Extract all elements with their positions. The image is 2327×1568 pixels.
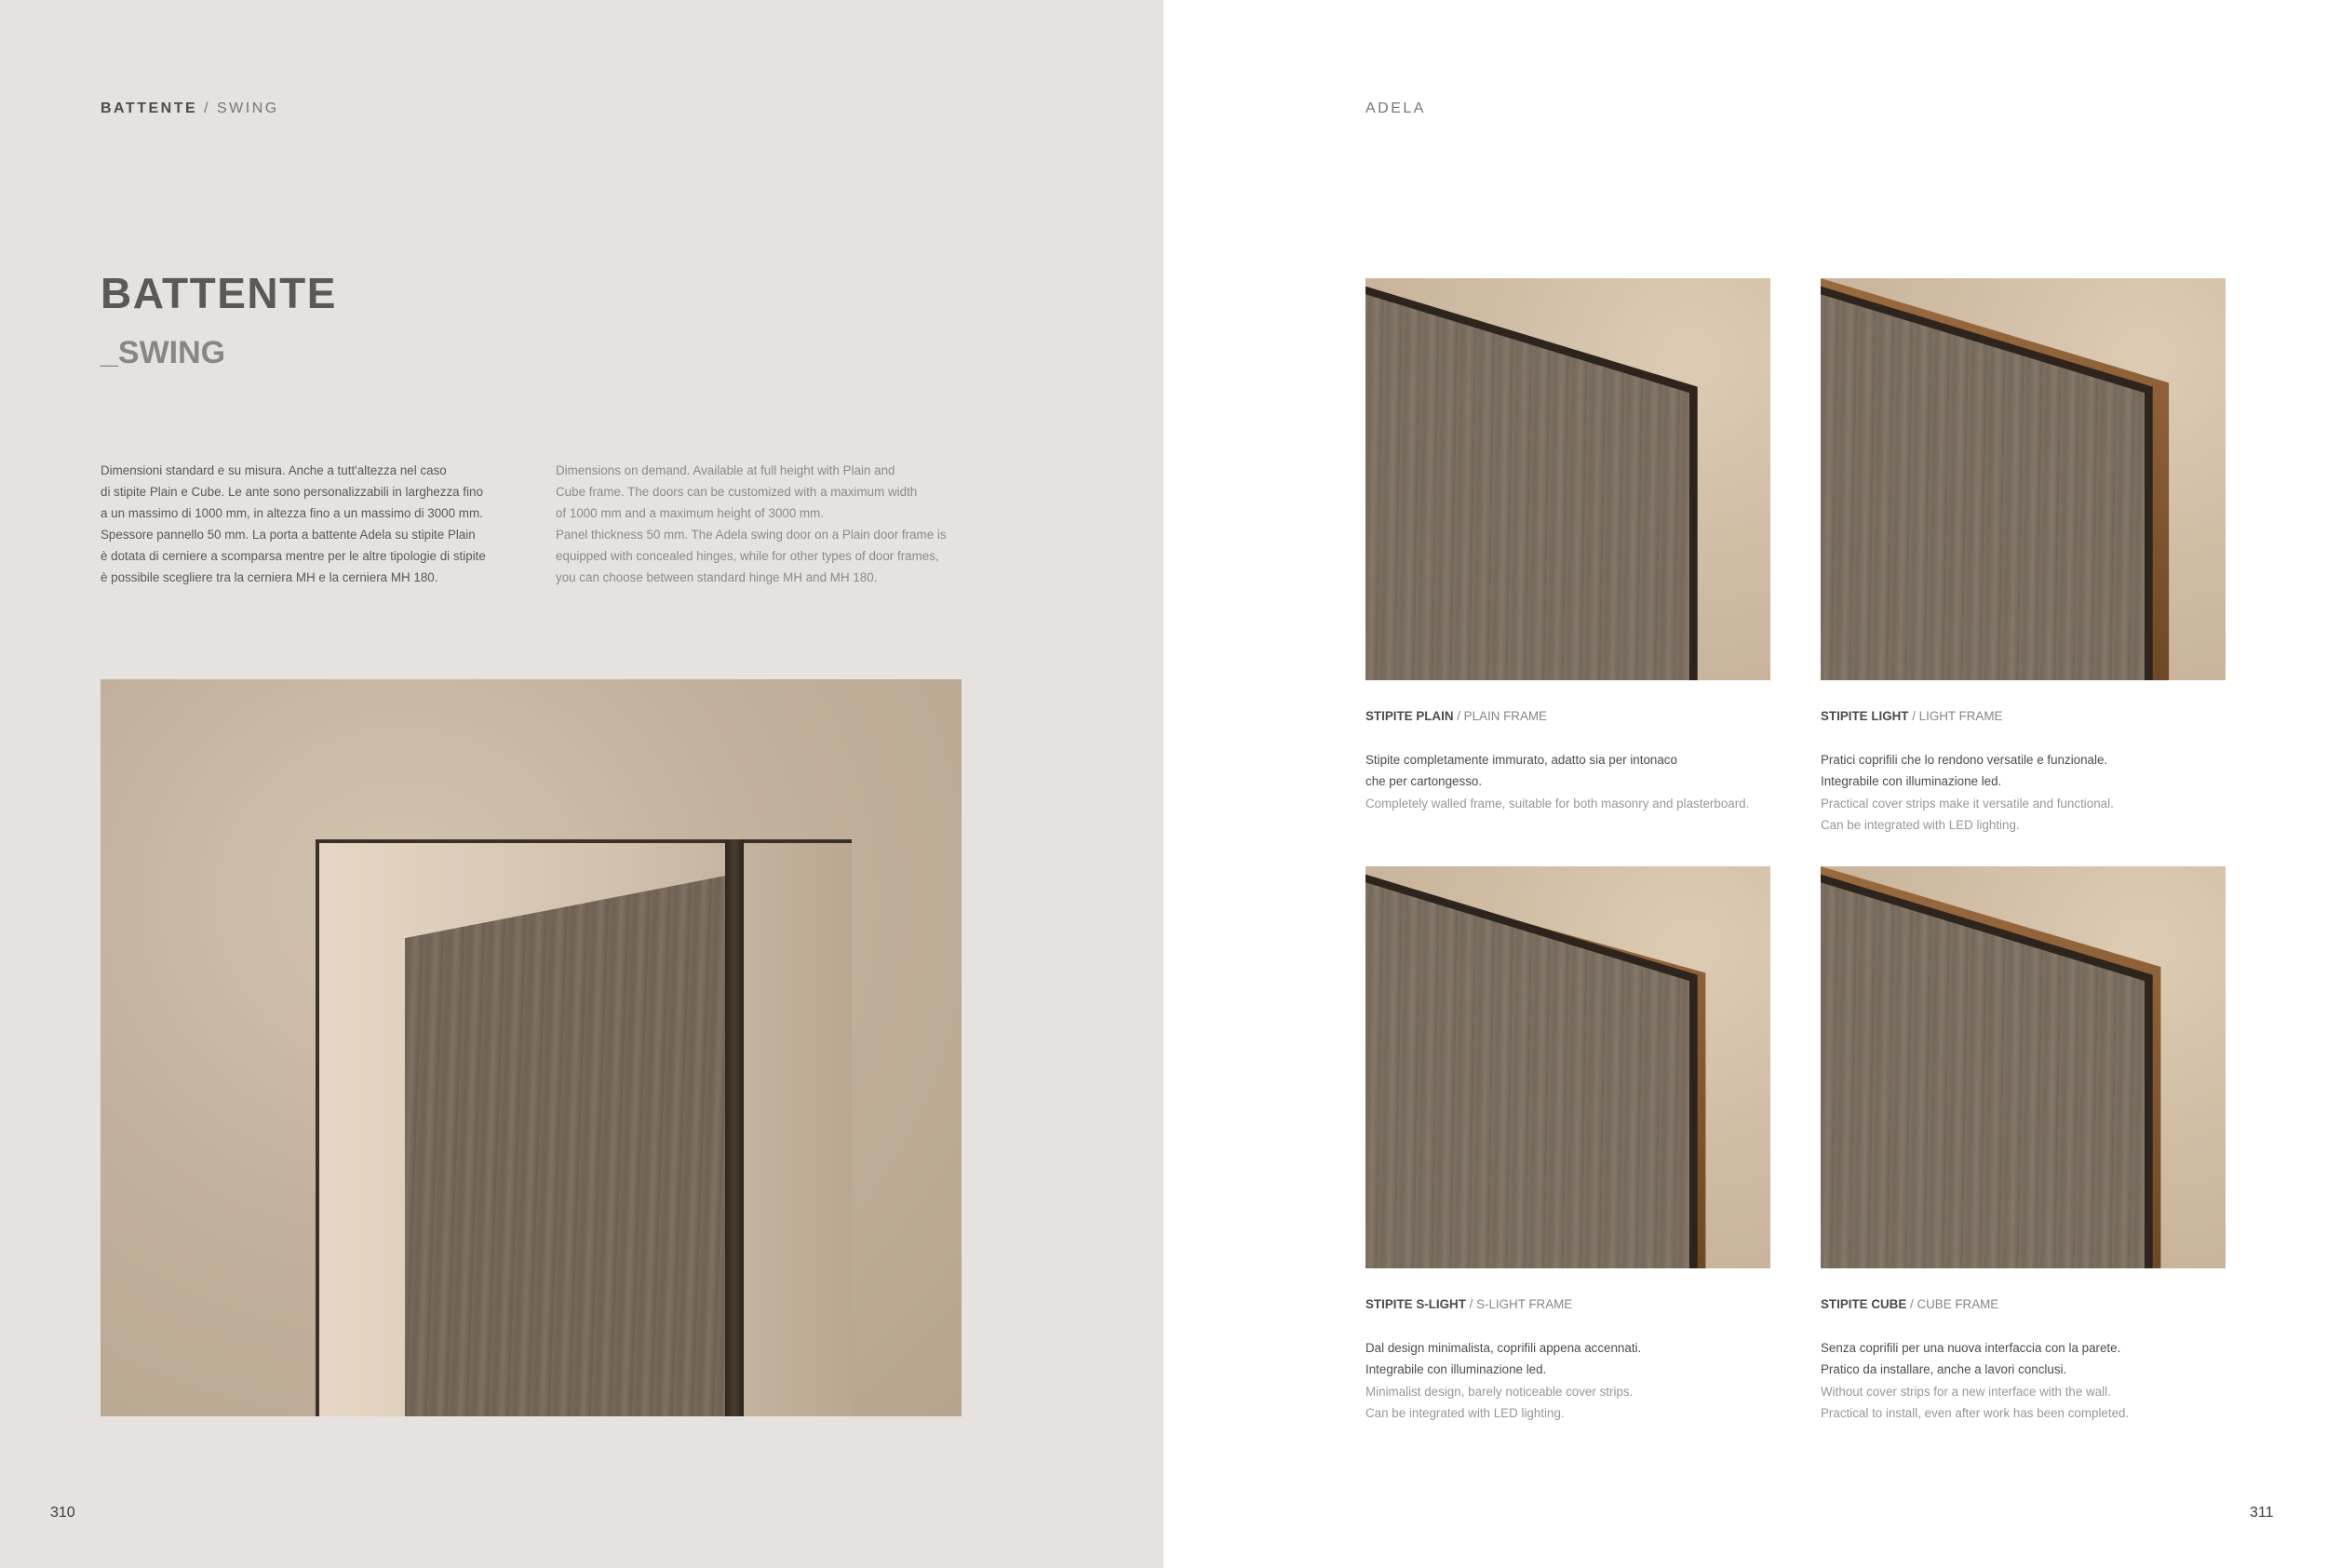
door-panel [405, 873, 740, 1416]
caption-line: Without cover strips for a new interface with the wall. [1821, 1385, 2111, 1399]
page-number: 310 [50, 1505, 75, 1521]
frame-description-english [1821, 1381, 2129, 1424]
frame-caption-title [1821, 709, 2002, 723]
caption-line: Completely walled frame, suitable for both masonry and plasterboard. [1365, 797, 1750, 811]
caption-line: Integrabile con illuminazione led. [1365, 1362, 1547, 1376]
body-line: of 1000 mm and a maximum height of 3000 mm. [556, 506, 825, 520]
caption-line: Dal design minimalista, coprifili appena accennati. [1365, 1341, 1642, 1355]
body-line: di stipite Plain e Cube. Le ante sono personalizzabili in larghezza fino [101, 485, 483, 499]
page-title: BATTENTE [101, 269, 337, 317]
frame-description-english [1821, 793, 2114, 836]
frame-caption-title [1365, 709, 1547, 723]
caption-line: Pratici coprifili che lo rendono versatile e funzionale. [1821, 753, 2108, 767]
light-frame-photo [1821, 278, 2226, 680]
frame-description-italian [1365, 1337, 1641, 1380]
cube-frame-photo [1821, 866, 2226, 1268]
body-line: a un massimo di 1000 mm, in altezza fino a un massimo di 3000 mm. [101, 506, 483, 520]
caption-line: Integrabile con illuminazione led. [1821, 774, 2002, 788]
body-line: you can choose between standard hinge MH and MH 180. [556, 570, 878, 584]
body-line: è dotata di cerniere a scomparsa mentre per le altre tipologie di stipite [101, 549, 486, 563]
body-line: è possibile scegliere tra la cerniera MH e la cerniera MH 180. [101, 570, 438, 584]
running-head: ADELA [1365, 101, 1426, 116]
caption-line: che per cartongesso. [1365, 774, 1483, 788]
page-number: 311 [2250, 1505, 2274, 1521]
body-text-english [556, 460, 965, 588]
frame-caption-title [1365, 1297, 1572, 1311]
plain-frame-photo [1365, 278, 1770, 680]
running-head-sub: / SWING [204, 101, 279, 116]
body-line: Spessore pannello 50 mm. La porta a battente Adela su stipite Plain [101, 528, 476, 542]
body-line: Dimensioni standard e su misura. Anche a tutt'altezza nel caso [101, 463, 447, 477]
running-head-main: BATTENTE [101, 101, 198, 116]
frame-caption-title [1821, 1297, 1998, 1311]
frame-name: STIPITE S-LIGHT [1365, 1297, 1466, 1311]
frame-name: STIPITE CUBE [1821, 1297, 1907, 1311]
page-subtitle: _SWING [101, 335, 226, 370]
right-page [1164, 0, 2327, 1568]
frame-name: STIPITE PLAIN [1365, 709, 1454, 723]
body-line: Cube frame. The doors can be customized with a maximum width [556, 485, 918, 499]
caption-line: Senza coprifili per una nuova interfaccia con la parete. [1821, 1341, 2121, 1355]
caption-line: Stipite completamente immurato, adatto sia per intonaco [1365, 753, 1677, 767]
frame-name-english: / LIGHT FRAME [1912, 709, 2003, 723]
frame-name-english: / S-LIGHT FRAME [1469, 1297, 1573, 1311]
body-line: Panel thickness 50 mm. The Adela swing door on a Plain door frame is [556, 528, 947, 542]
swing-door-photo [101, 679, 962, 1416]
running-head [101, 101, 279, 117]
frame-description-english [1365, 1381, 1633, 1424]
body-text-italian [101, 460, 510, 588]
frame-description-italian [1821, 1337, 2120, 1380]
caption-line: Can be integrated with LED lighting. [1365, 1406, 1565, 1420]
frame-name: STIPITE LIGHT [1821, 709, 1909, 723]
frame-description-italian [1365, 749, 1677, 792]
body-line: equipped with concealed hinges, while for other types of door frames, [556, 549, 939, 563]
body-line: Dimensions on demand. Available at full height with Plain and [556, 463, 895, 477]
s-light-frame-photo [1365, 866, 1770, 1268]
door-panel [1365, 866, 1770, 1268]
frame-name-english: / PLAIN FRAME [1457, 709, 1547, 723]
caption-line: Can be integrated with LED lighting. [1821, 818, 2020, 832]
frame-name-english: / CUBE FRAME [1910, 1297, 1999, 1311]
frame-description-italian [1821, 749, 2107, 792]
door-jamb [725, 839, 744, 1416]
frame-description-english [1365, 793, 1749, 814]
caption-line: Practical to install, even after work has been completed. [1821, 1406, 2130, 1420]
door-panel [1365, 278, 1770, 680]
caption-line: Minimalist design, barely noticeable cover strips. [1365, 1385, 1634, 1399]
caption-line: Practical cover strips make it versatile and functional. [1821, 797, 2114, 811]
caption-line: Pratico da installare, anche a lavori conclusi. [1821, 1362, 2067, 1376]
